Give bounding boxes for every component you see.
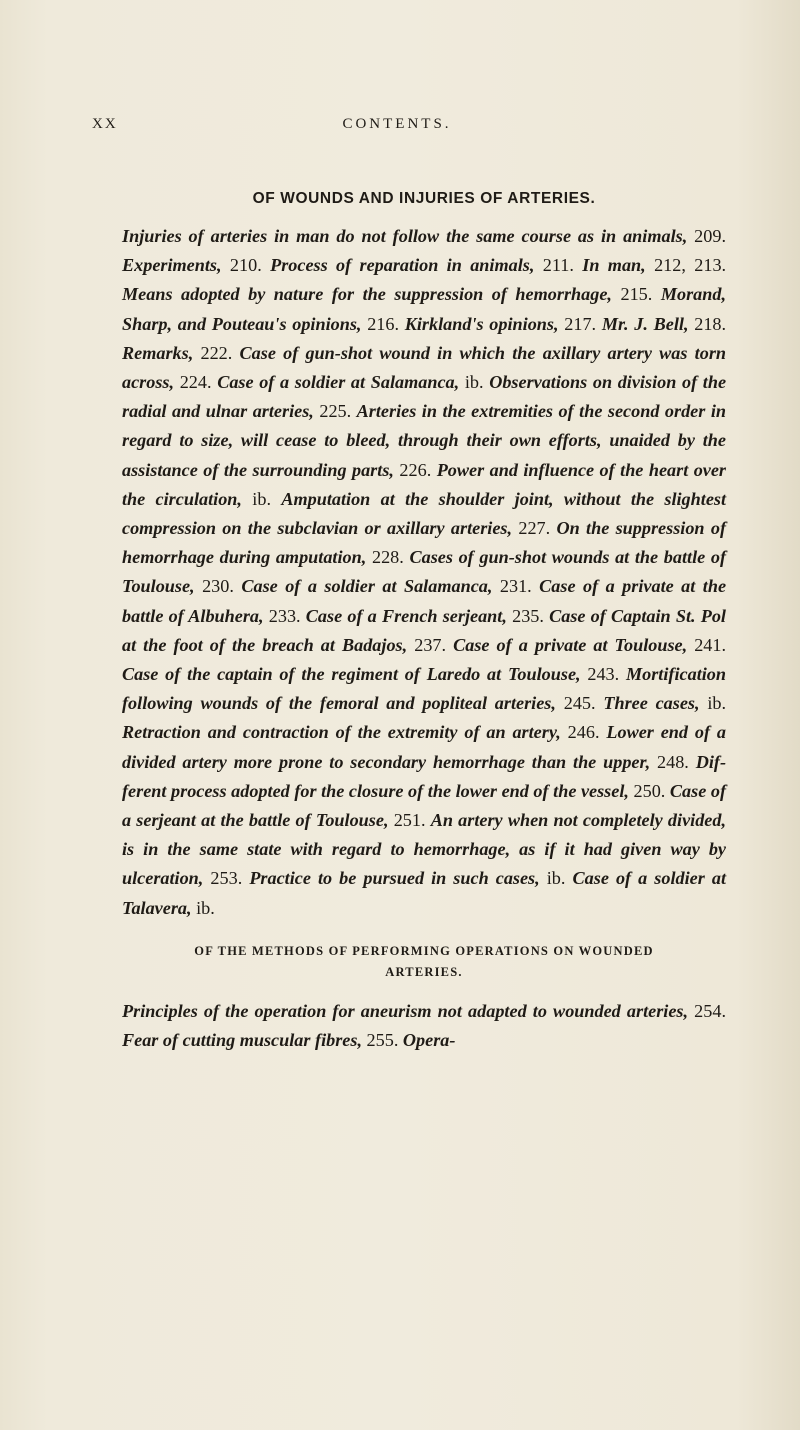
running-title: CONTENTS. [342,116,452,132]
entry-page: 235. [512,605,544,626]
entry-page: ib. [196,897,215,918]
entry-title: Different process adopted for the closure of the lower end of the vessel, [122,751,727,801]
contents-entry [403,1030,456,1050]
entry-title: Three cases, [603,693,700,714]
entry-title: Arteries in the extremities of the second order in regard to size, will cease to bleed, through their own efforts, unaided by the assistance of the surrounding parts, [122,401,726,480]
contents-entry [122,1001,726,1021]
entry-page: 237. [414,634,447,655]
entry-page: 209. [694,226,726,246]
entry-page: ib. [252,488,271,509]
contents-entry [453,635,726,655]
entry-title: Case of a serjeant at the battle of Toulouse, [122,780,727,831]
entry-page: 211. [542,255,574,276]
entry-title: Case of a soldier at Talavera, [122,868,727,918]
contents-entry [217,372,483,392]
entry-page: 210. [229,255,262,276]
entry-page: 253. [210,868,243,889]
contents-entry [122,284,652,304]
entry-page: 225. [319,401,352,422]
entry-title: Mr. J. Bell, [601,313,689,334]
contents-entry [603,693,726,713]
entry-title: An artery when not completely divided, is in the same state with regard to hemorrhage, as if it had given way by ulceration, [122,810,726,889]
entry-page: 250. [633,780,666,801]
entry-page: 231. [499,576,532,597]
page-number: XX [92,116,118,132]
contents-entry [306,606,544,626]
entry-title: Means adopted by nature for the suppression of hemorrhage, [122,284,612,305]
contents-entry [241,576,531,596]
entry-title: Opera- [402,1030,456,1051]
contents-entry [270,255,574,275]
entry-title: Kirkland's opinions, [404,313,559,334]
entry-title: Principles of the operation for aneurism not adapted to wounded arteries, [122,1000,689,1021]
entry-title: On the suppression of hemorrhage during amputation, [122,518,727,568]
entry-title: Case of a French serjeant, [305,605,507,626]
entry-title: Practice to be pursued in such cases, [249,868,540,889]
entry-title: Case of a soldier at Salamanca, [241,576,493,597]
entry-page: ib. [464,372,484,393]
contents-entry [122,1030,398,1050]
contents-entry [122,255,262,275]
contents-entry [405,314,596,334]
entry-page: 246. [567,722,600,743]
section-heading-2-line1: OF THE METHODS OF PERFORMING OPERATIONS ON WOUNDED [194,943,654,958]
entry-title: Case of Captain St. Pol at the foot of the breach at Badajos, [122,605,726,655]
section-entries [122,222,726,923]
entry-page: 216. [367,313,400,334]
entry-title: Case of the captain of the regiment of Laredo at Toulouse, [122,664,581,685]
section-entries-2 [122,997,726,1055]
entry-page: 243. [587,664,620,685]
section-heading-2 [122,941,726,983]
contents-entry [602,314,726,334]
entry-page: 222. [200,342,233,363]
entry-page: 230. [202,576,234,597]
entry-page: 212, 213. [654,255,727,276]
entry-page: ib. [707,693,727,714]
contents-entry [249,868,565,888]
running-head [92,116,702,138]
entry-title: Fear of cutting muscular fibres, [122,1030,362,1051]
contents-entry [122,343,232,363]
entry-page: 245. [563,693,596,714]
contents-entry [582,255,726,275]
entry-page: 218. [694,313,727,334]
entry-page: 233. [268,605,301,626]
entry-title: Case of a private at the battle of Albuhera, [122,576,727,626]
entry-title: Case of a soldier at Salamanca, [217,372,460,393]
entry-page: 215. [620,284,653,305]
section-heading-2-line2: ARTERIES. [385,964,463,979]
entry-page: 217. [564,313,597,334]
entry-title: Case of a private at Toulouse, [453,634,688,655]
entry-page: 228. [371,547,404,568]
entry-title: Injuries of arteries in man do not follow the same course as in animals, [122,226,688,246]
entry-title: Observations on division of the radial and ulnar arteries, [122,372,727,422]
entry-title: Process of reparation in animals, [270,255,535,276]
entry-title: Lower end of a divided artery more prone to secondary hemorrhage than the upper, [122,722,726,772]
entry-title: Case of gun-shot wound in which the axillary artery was torn across, [122,342,727,393]
contents-entry [122,226,726,246]
entry-page: 241. [694,634,727,655]
entry-page: 224. [179,372,212,393]
entry-page: 255. [366,1030,399,1051]
entry-page: 251. [393,810,426,831]
entry-title: Morand, Sharp, and Pouteau's opinions, [122,284,727,334]
contents-entry [122,664,619,684]
entry-page: ib. [546,868,566,889]
section-heading: OF WOUNDS AND INJURIES OF ARTERIES. [252,190,596,207]
entry-title: Mortification following wounds of the femoral and popliteal arteries, [122,664,727,714]
entry-page: 248. [657,751,689,772]
contents-body [122,190,726,1055]
entry-title: Cases of gun-shot wounds at the battle of Toulouse, [122,547,727,597]
entry-title: Experiments, [122,255,222,276]
entry-title: Retraction and contraction of the extremity of an artery, [122,722,561,743]
contents-entry [122,722,599,742]
entry-page: 254. [694,1000,726,1021]
entry-title: Power and influence of the heart over the circulation, [122,459,727,509]
entry-page: 226. [399,459,432,480]
entry-title: Amputation at the shoulder joint, without the slightest compression on the subclavian or axillary arteries, [122,488,727,539]
entry-page: 227. [518,518,551,539]
entry-title: In man, [582,255,646,276]
entry-title: Remarks, [122,342,194,363]
